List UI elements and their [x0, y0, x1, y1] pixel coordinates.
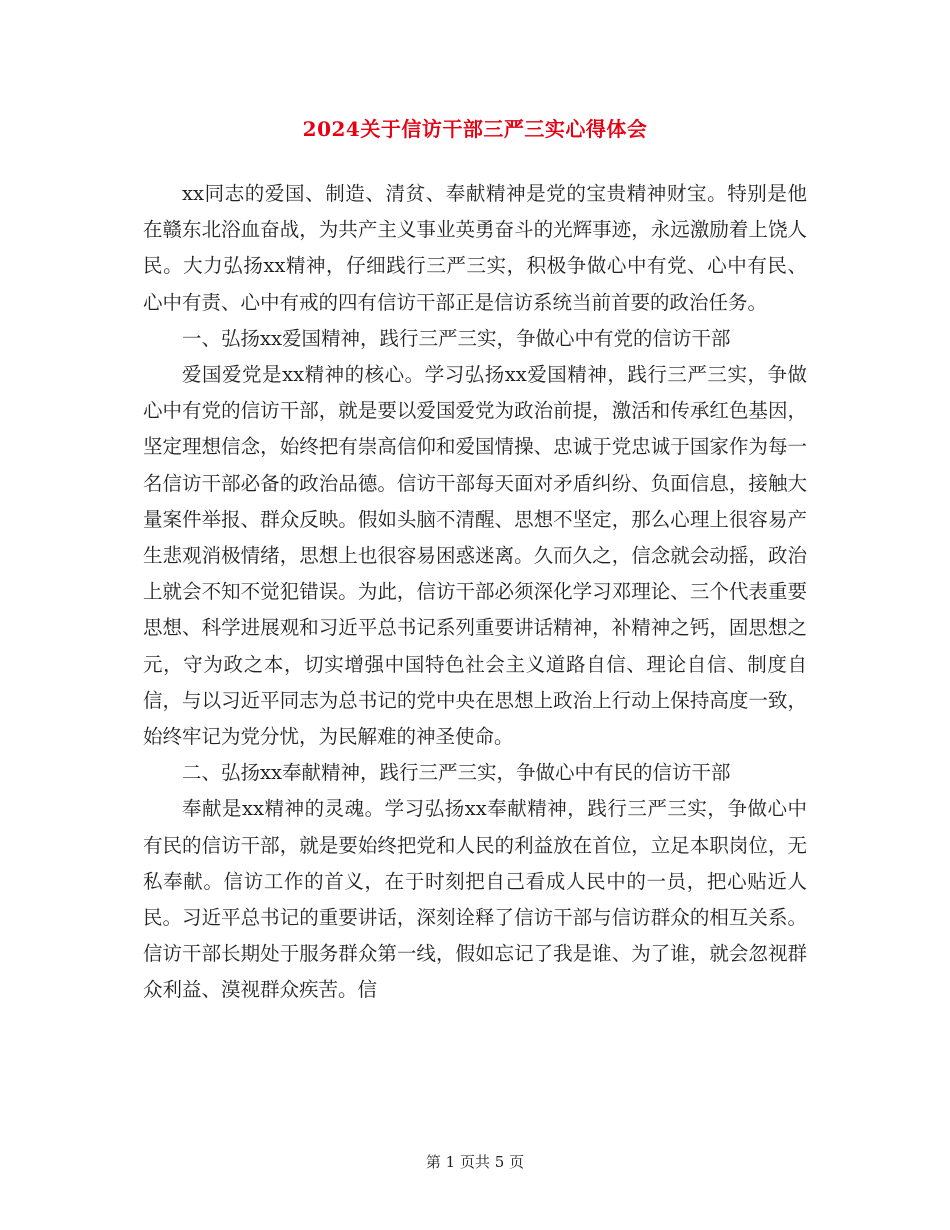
- section-heading-1: 一、弘扬xx爱国精神，践行三严三实，争做心中有党的信访干部: [182, 326, 731, 350]
- document-title: 2024关于信访干部三严三实心得体会: [302, 117, 648, 141]
- page-footer: 第 1 页共 5 页: [425, 1153, 525, 1171]
- section-heading-2: 二、弘扬xx奉献精神，践行三严三实，争做心中有民的信访干部: [182, 761, 731, 785]
- paragraph-intro: xx同志的爱国、制造、清贫、奉献精神是党的宝贵精神财宝。特别是他在赣东北浴血奋战，为共产主义事业英勇奋斗的光辉事迹，永远激励着上饶人民。大力弘扬xx精神，仔细践行三严三实，积极争做心中有党、心中有民、心中有责、心中有戒的四有信访干部正是信访系统当前首要的政治任务。: [143, 182, 807, 314]
- paragraph-section-2: 奉献是xx精神的灵魂。学习弘扬xx奉献精神，践行三严三实，争做心中有民的信访干部，就是要始终把党和人民的利益放在首位，立足本职岗位，无私奉献。信访工作的首义，在于时刻把自己看成人民中的一员，把心贴近人民。习近平总书记的重要讲话，深刻诠释了信访干部与信访群众的相互关系。信访干部长期处于服务群众第一线，假如忘记了我是谁、为了谁，就会忽视群众利益、漠视群众疾苦。信: [143, 797, 807, 1002]
- document-body: [143, 176, 807, 1009]
- paragraph-section-1: 爱国爱党是xx精神的核心。学习弘扬xx爱国精神，践行三严三实，争做心中有党的信访干部，就是要以爱国爱党为政治前提，激活和传承红色基因，坚定理想信念，始终把有崇高信仰和爱国情操、忠诚于党忠诚于国家作为每一名信访干部必备的政治品德。信访干部每天面对矛盾纠纷、负面信息，接触大量案件举报、群众反映。假如头脑不清醒、思想不坚定，那么心理上很容易产生悲观消极情绪，思想上也很容易困惑迷离。久而久之，信念就会动摇，政治上就会不知不觉犯错误。为此，信访干部必须深化学习邓理论、三个代表重要思想、科学进展观和习近平总书记系列重要讲话精神，补精神之钙，固思想之元，守为政之本，切实增强中国特色社会主义道路自信、理论自信、制度自信，与以习近平同志为总书记的党中央在思想上政治上行动上保持高度一致，始终牢记为党分忧，为民解难的神圣使命。: [143, 363, 807, 749]
